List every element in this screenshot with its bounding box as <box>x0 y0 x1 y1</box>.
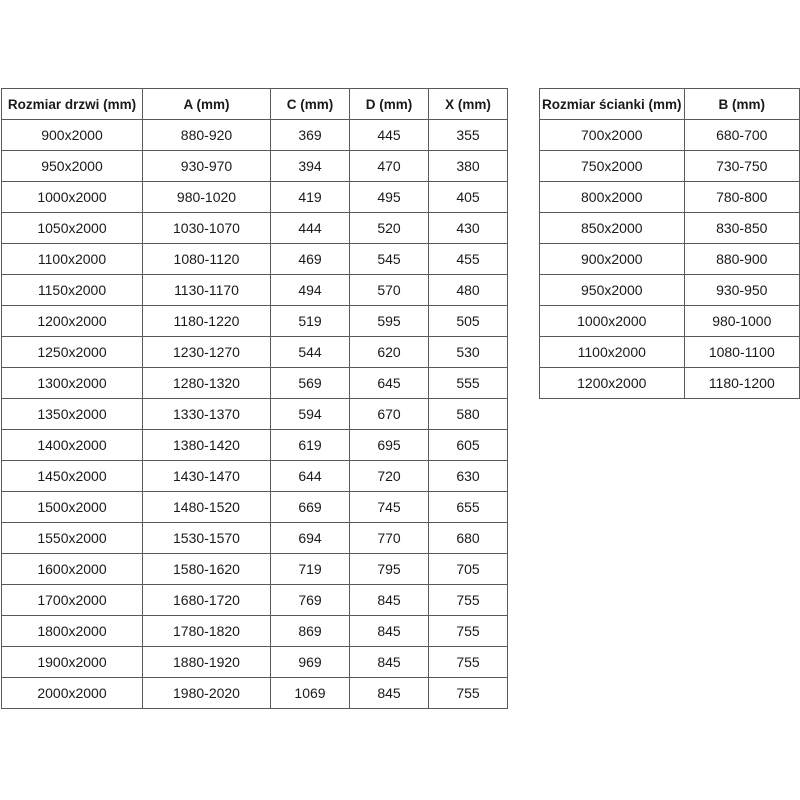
header-row <box>2 89 508 120</box>
header-cell: X (mm) <box>429 89 508 120</box>
table-cell: 355 <box>429 120 508 151</box>
table-cell: 845 <box>350 678 429 709</box>
table-row <box>540 151 800 182</box>
table-cell: 669 <box>271 492 350 523</box>
table-cell: 900x2000 <box>540 244 685 275</box>
table-cell: 1530-1570 <box>143 523 271 554</box>
table-cell: 644 <box>271 461 350 492</box>
door-sizes-table <box>1 88 508 709</box>
table-cell: 780-800 <box>684 182 799 213</box>
table-cell: 755 <box>429 585 508 616</box>
table-cell: 1250x2000 <box>2 337 143 368</box>
table-row <box>2 306 508 337</box>
table-cell: 1600x2000 <box>2 554 143 585</box>
table-cell: 1780-1820 <box>143 616 271 647</box>
table-cell: 980-1000 <box>684 306 799 337</box>
table-cell: 845 <box>350 616 429 647</box>
table-cell: 1550x2000 <box>2 523 143 554</box>
table-cell: 430 <box>429 213 508 244</box>
table-row <box>2 616 508 647</box>
table-cell: 1230-1270 <box>143 337 271 368</box>
table-cell: 1500x2000 <box>2 492 143 523</box>
table-cell: 730-750 <box>684 151 799 182</box>
table-cell: 369 <box>271 120 350 151</box>
table-row <box>2 554 508 585</box>
table-row <box>2 523 508 554</box>
table-cell: 1050x2000 <box>2 213 143 244</box>
table-cell: 495 <box>350 182 429 213</box>
header-cell: B (mm) <box>684 89 799 120</box>
table-cell: 605 <box>429 430 508 461</box>
table-cell: 1150x2000 <box>2 275 143 306</box>
table-row <box>540 368 800 399</box>
table-cell: 469 <box>271 244 350 275</box>
table-cell: 745 <box>350 492 429 523</box>
table-row <box>540 182 800 213</box>
table-row <box>540 213 800 244</box>
table-row <box>2 244 508 275</box>
table-cell: 595 <box>350 306 429 337</box>
table-cell: 1200x2000 <box>540 368 685 399</box>
table-cell: 1350x2000 <box>2 399 143 430</box>
table-cell: 1400x2000 <box>2 430 143 461</box>
table-row <box>540 244 800 275</box>
table-cell: 570 <box>350 275 429 306</box>
wall-sizes-table <box>539 88 800 399</box>
table-cell: 480 <box>429 275 508 306</box>
header-cell: Rozmiar drzwi (mm) <box>2 89 143 120</box>
table-cell: 770 <box>350 523 429 554</box>
table-cell: 1069 <box>271 678 350 709</box>
table-cell: 950x2000 <box>2 151 143 182</box>
table-cell: 1180-1200 <box>684 368 799 399</box>
table-cell: 755 <box>429 678 508 709</box>
table-cell: 444 <box>271 213 350 244</box>
table-row <box>540 275 800 306</box>
table-row <box>2 337 508 368</box>
table-cell: 930-970 <box>143 151 271 182</box>
table-cell: 569 <box>271 368 350 399</box>
table-cell: 544 <box>271 337 350 368</box>
table-cell: 380 <box>429 151 508 182</box>
table-row <box>2 368 508 399</box>
table-cell: 1800x2000 <box>2 616 143 647</box>
table-cell: 830-850 <box>684 213 799 244</box>
table-cell: 1280-1320 <box>143 368 271 399</box>
table-cell: 795 <box>350 554 429 585</box>
table-row <box>2 647 508 678</box>
table-cell: 1580-1620 <box>143 554 271 585</box>
header-row <box>540 89 800 120</box>
table-cell: 850x2000 <box>540 213 685 244</box>
table-cell: 1100x2000 <box>2 244 143 275</box>
table-cell: 719 <box>271 554 350 585</box>
table-row <box>2 585 508 616</box>
table-cell: 695 <box>350 430 429 461</box>
table-row <box>540 337 800 368</box>
table-cell: 680 <box>429 523 508 554</box>
table-cell: 1880-1920 <box>143 647 271 678</box>
table-cell: 969 <box>271 647 350 678</box>
table-cell: 655 <box>429 492 508 523</box>
table-cell: 520 <box>350 213 429 244</box>
table-cell: 880-900 <box>684 244 799 275</box>
table-cell: 845 <box>350 585 429 616</box>
table-cell: 930-950 <box>684 275 799 306</box>
table-row <box>540 306 800 337</box>
table-cell: 455 <box>429 244 508 275</box>
table-cell: 419 <box>271 182 350 213</box>
table-cell: 1030-1070 <box>143 213 271 244</box>
table-cell: 769 <box>271 585 350 616</box>
table-row <box>2 151 508 182</box>
table-cell: 700x2000 <box>540 120 685 151</box>
table-cell: 680-700 <box>684 120 799 151</box>
header-cell: D (mm) <box>350 89 429 120</box>
table-cell: 594 <box>271 399 350 430</box>
table-cell: 1450x2000 <box>2 461 143 492</box>
table-cell: 530 <box>429 337 508 368</box>
table-cell: 1980-2020 <box>143 678 271 709</box>
table-cell: 869 <box>271 616 350 647</box>
table-cell: 1900x2000 <box>2 647 143 678</box>
table-cell: 1080-1100 <box>684 337 799 368</box>
table-cell: 1380-1420 <box>143 430 271 461</box>
table-cell: 1100x2000 <box>540 337 685 368</box>
header-cell: Rozmiar ścianki (mm) <box>540 89 685 120</box>
table-cell: 694 <box>271 523 350 554</box>
table-cell: 1000x2000 <box>540 306 685 337</box>
table-row <box>2 182 508 213</box>
table-row <box>2 430 508 461</box>
table-row <box>2 461 508 492</box>
table-row <box>2 213 508 244</box>
header-cell: C (mm) <box>271 89 350 120</box>
table-cell: 445 <box>350 120 429 151</box>
table-row <box>2 678 508 709</box>
table-cell: 755 <box>429 647 508 678</box>
table-cell: 750x2000 <box>540 151 685 182</box>
table-cell: 1480-1520 <box>143 492 271 523</box>
table-cell: 470 <box>350 151 429 182</box>
table-cell: 494 <box>271 275 350 306</box>
table-cell: 555 <box>429 368 508 399</box>
table-cell: 1200x2000 <box>2 306 143 337</box>
table-row <box>2 120 508 151</box>
table-cell: 800x2000 <box>540 182 685 213</box>
table-cell: 1300x2000 <box>2 368 143 399</box>
table-cell: 405 <box>429 182 508 213</box>
table-cell: 1080-1120 <box>143 244 271 275</box>
table-row <box>2 492 508 523</box>
table-row <box>540 120 800 151</box>
table-cell: 1000x2000 <box>2 182 143 213</box>
table-cell: 705 <box>429 554 508 585</box>
table-cell: 755 <box>429 616 508 647</box>
table-cell: 2000x2000 <box>2 678 143 709</box>
table-cell: 1680-1720 <box>143 585 271 616</box>
table-cell: 1700x2000 <box>2 585 143 616</box>
table-cell: 545 <box>350 244 429 275</box>
table-cell: 1180-1220 <box>143 306 271 337</box>
table-cell: 900x2000 <box>2 120 143 151</box>
table-cell: 645 <box>350 368 429 399</box>
table-cell: 394 <box>271 151 350 182</box>
header-cell: A (mm) <box>143 89 271 120</box>
table-cell: 505 <box>429 306 508 337</box>
table-cell: 1430-1470 <box>143 461 271 492</box>
table-cell: 519 <box>271 306 350 337</box>
table-cell: 1130-1170 <box>143 275 271 306</box>
table-cell: 1330-1370 <box>143 399 271 430</box>
table-cell: 619 <box>271 430 350 461</box>
table-cell: 620 <box>350 337 429 368</box>
table-cell: 580 <box>429 399 508 430</box>
table-row <box>2 275 508 306</box>
table-cell: 845 <box>350 647 429 678</box>
table-row <box>2 399 508 430</box>
table-cell: 670 <box>350 399 429 430</box>
table-cell: 720 <box>350 461 429 492</box>
table-cell: 880-920 <box>143 120 271 151</box>
table-cell: 980-1020 <box>143 182 271 213</box>
table-cell: 630 <box>429 461 508 492</box>
table-cell: 950x2000 <box>540 275 685 306</box>
